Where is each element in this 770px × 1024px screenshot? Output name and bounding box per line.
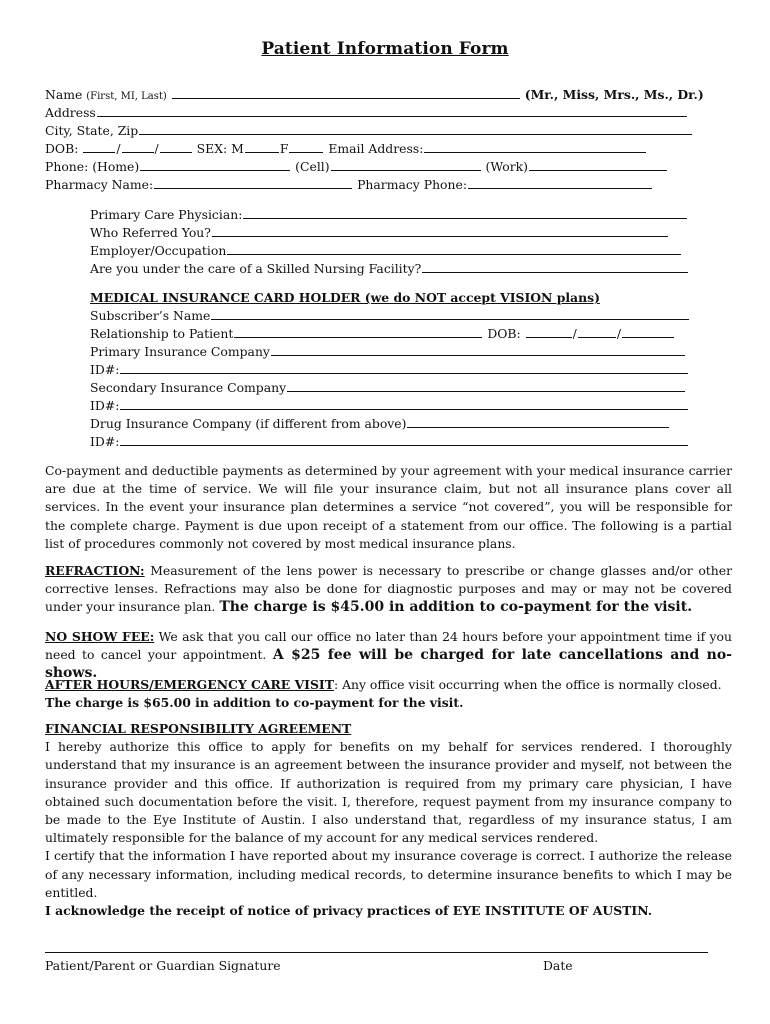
noshow-section <box>45 628 732 683</box>
id3-row <box>90 433 689 451</box>
email-field[interactable] <box>424 140 646 153</box>
dob-sex-email-row: DOB: / / SEX: M F Email Address: <box>45 140 647 158</box>
pcp-field[interactable] <box>243 206 687 219</box>
relationship-row: Relationship to Patient DOB: / / <box>90 325 675 343</box>
dob-day-field[interactable] <box>122 140 154 153</box>
name-label: Name <box>45 87 83 102</box>
phone-work-field[interactable] <box>529 158 667 171</box>
referred-row <box>90 224 669 242</box>
sex-m-field[interactable] <box>245 140 279 153</box>
snf-field[interactable] <box>422 260 688 273</box>
city-row <box>45 122 693 140</box>
pharmacy-label: Pharmacy Name: <box>45 177 154 192</box>
id3-label: ID#: <box>90 434 120 449</box>
address-field[interactable] <box>97 104 687 117</box>
employer-field[interactable] <box>227 242 681 255</box>
noshow-text: We ask that you call our office no later than 24 hours before your appointment time if you need to cancel your appointment. <box>45 629 732 663</box>
phone-cell-field[interactable] <box>331 158 481 171</box>
pharmacy-row <box>45 176 653 194</box>
copay-paragraph: Co-payment and deductible payments as determined by your agreement with your medical insurance carrier are due at the time of service. We will file your insurance claim, but not all insurance plans cover all services. In the event your insurance plan determines a service “not covered”, you will be responsible for the complete charge. Payment is due upon receipt of a statement from our office. The following is a partial list of procedures commonly not covered by most medical insurance plans. <box>45 463 732 551</box>
drug-insurance-label: Drug Insurance Company (if different from above) <box>90 416 407 431</box>
primary-insurance-label: Primary Insurance Company <box>90 344 270 359</box>
date-label: Date <box>543 958 573 973</box>
id1-field[interactable] <box>120 361 688 374</box>
referred-field[interactable] <box>212 224 668 237</box>
referred-label: Who Referred You? <box>90 225 211 240</box>
pharmacy-field[interactable] <box>154 176 352 189</box>
relationship-field[interactable] <box>234 325 482 338</box>
id2-row <box>90 397 689 415</box>
subscriber-label: Subscriber’s Name <box>90 308 211 323</box>
subscriber-row <box>90 307 690 325</box>
afterhours-text: : Any office visit occurring when the office is normally closed. <box>333 677 722 692</box>
phone-home-field[interactable] <box>140 158 290 171</box>
noshow-charge: A $25 fee will be charged for late cancellations and no-shows. <box>45 647 732 682</box>
secondary-insurance-field[interactable] <box>287 379 685 392</box>
employer-row <box>90 242 682 260</box>
privacy-acknowledgement: I acknowledge the receipt of notice of privacy practices of EYE INSTITUTE OF AUSTIN. <box>45 903 653 919</box>
financial-section <box>45 720 732 920</box>
pharmacy-phone-field[interactable] <box>468 176 652 189</box>
city-field[interactable] <box>139 122 692 135</box>
address-row <box>45 104 688 122</box>
refraction-text: Measurement of the lens power is necessary to prescribe or change glasses and/or other corrective lenses. Refractions may also be done for diagnostic purposes and may or may not be covered under your insurance plan. <box>45 563 732 615</box>
afterhours-section <box>45 676 732 712</box>
afterhours-heading: AFTER HOURS/EMERGENCY CARE VISIT <box>45 677 334 692</box>
insurance-heading: MEDICAL INSURANCE CARD HOLDER (we do NOT accept VISION plans) <box>90 290 600 305</box>
phone-cell-label: (Cell) <box>295 159 330 174</box>
primary-insurance-field[interactable] <box>271 343 685 356</box>
id1-label: ID#: <box>90 362 120 377</box>
refraction-section <box>45 562 732 617</box>
name-field[interactable] <box>172 86 520 99</box>
phone-work-label: (Work) <box>485 159 528 174</box>
insurance-dob-day-field[interactable] <box>578 325 616 338</box>
sex-f-label: F <box>279 141 289 156</box>
name-hint: (First, MI, Last) <box>86 91 167 102</box>
relationship-label: Relationship to Patient <box>90 326 234 341</box>
pharmacy-phone-label: Pharmacy Phone: <box>357 177 468 192</box>
primary-insurance-row <box>90 343 686 361</box>
page-title: Patient Information Form <box>261 39 509 59</box>
email-label: Email Address: <box>328 141 424 156</box>
pcp-label: Primary Care Physician: <box>90 207 243 222</box>
financial-p2: I certify that the information I have reported about my insurance coverage is correct. I authorize the release of any necessary information, including medical records, to determine insurance benefits to which I may be entitled. <box>45 848 732 900</box>
name-titles: (Mr., Miss, Mrs., Ms., Dr.) <box>524 87 704 102</box>
dob-year-field[interactable] <box>160 140 192 153</box>
id2-field[interactable] <box>120 397 688 410</box>
refraction-charge: The charge is $45.00 in addition to co-payment for the visit. <box>219 599 693 616</box>
dob-label: DOB: <box>45 141 79 156</box>
insurance-dob-month-field[interactable] <box>526 325 572 338</box>
secondary-insurance-row <box>90 379 686 397</box>
id3-field[interactable] <box>120 433 688 446</box>
id1-row <box>90 361 689 379</box>
employer-label: Employer/Occupation <box>90 243 227 258</box>
name-row <box>45 86 704 104</box>
phone-home-label: Phone: (Home) <box>45 159 140 174</box>
phone-row <box>45 158 668 176</box>
address-label: Address <box>45 105 96 120</box>
sex-label: SEX: M <box>196 141 244 156</box>
city-label: City, State, Zip <box>45 123 139 138</box>
signature-date-line[interactable] <box>45 952 708 953</box>
signature-label: Patient/Parent or Guardian Signature <box>45 958 281 973</box>
dob-month-field[interactable] <box>83 140 115 153</box>
drug-insurance-field[interactable] <box>407 415 669 428</box>
financial-p1: I hereby authorize this office to apply for benefits on my behalf for services rendered. I thoroughly understand that my insurance is an agreement between the insurance provider and myself, not between the insurance provider and this office. If authorization is required from my primary care physician, I have obtained such documentation before the visit. I, therefore, request payment from my insurance company to be made to the Eye Institute of Austin. I also understand that, regardless of my insurance status, I am ultimately responsible for the balance of my account for any medical services rendered. <box>45 739 732 846</box>
id2-label: ID#: <box>90 398 120 413</box>
afterhours-charge: The charge is $65.00 in addition to co-payment for the visit. <box>45 695 464 711</box>
drug-insurance-row <box>90 415 670 433</box>
noshow-heading: NO SHOW FEE: <box>45 629 155 644</box>
snf-label: Are you under the care of a Skilled Nursing Facility? <box>90 261 422 276</box>
secondary-insurance-label: Secondary Insurance Company <box>90 380 287 395</box>
insurance-dob-year-field[interactable] <box>622 325 674 338</box>
sex-f-field[interactable] <box>289 140 323 153</box>
refraction-heading: REFRACTION: <box>45 563 145 578</box>
financial-heading: FINANCIAL RESPONSIBILITY AGREEMENT <box>45 721 352 736</box>
insurance-dob-label: DOB: <box>487 326 521 341</box>
snf-row <box>90 260 689 278</box>
subscriber-field[interactable] <box>211 307 689 320</box>
pcp-row <box>90 206 688 224</box>
